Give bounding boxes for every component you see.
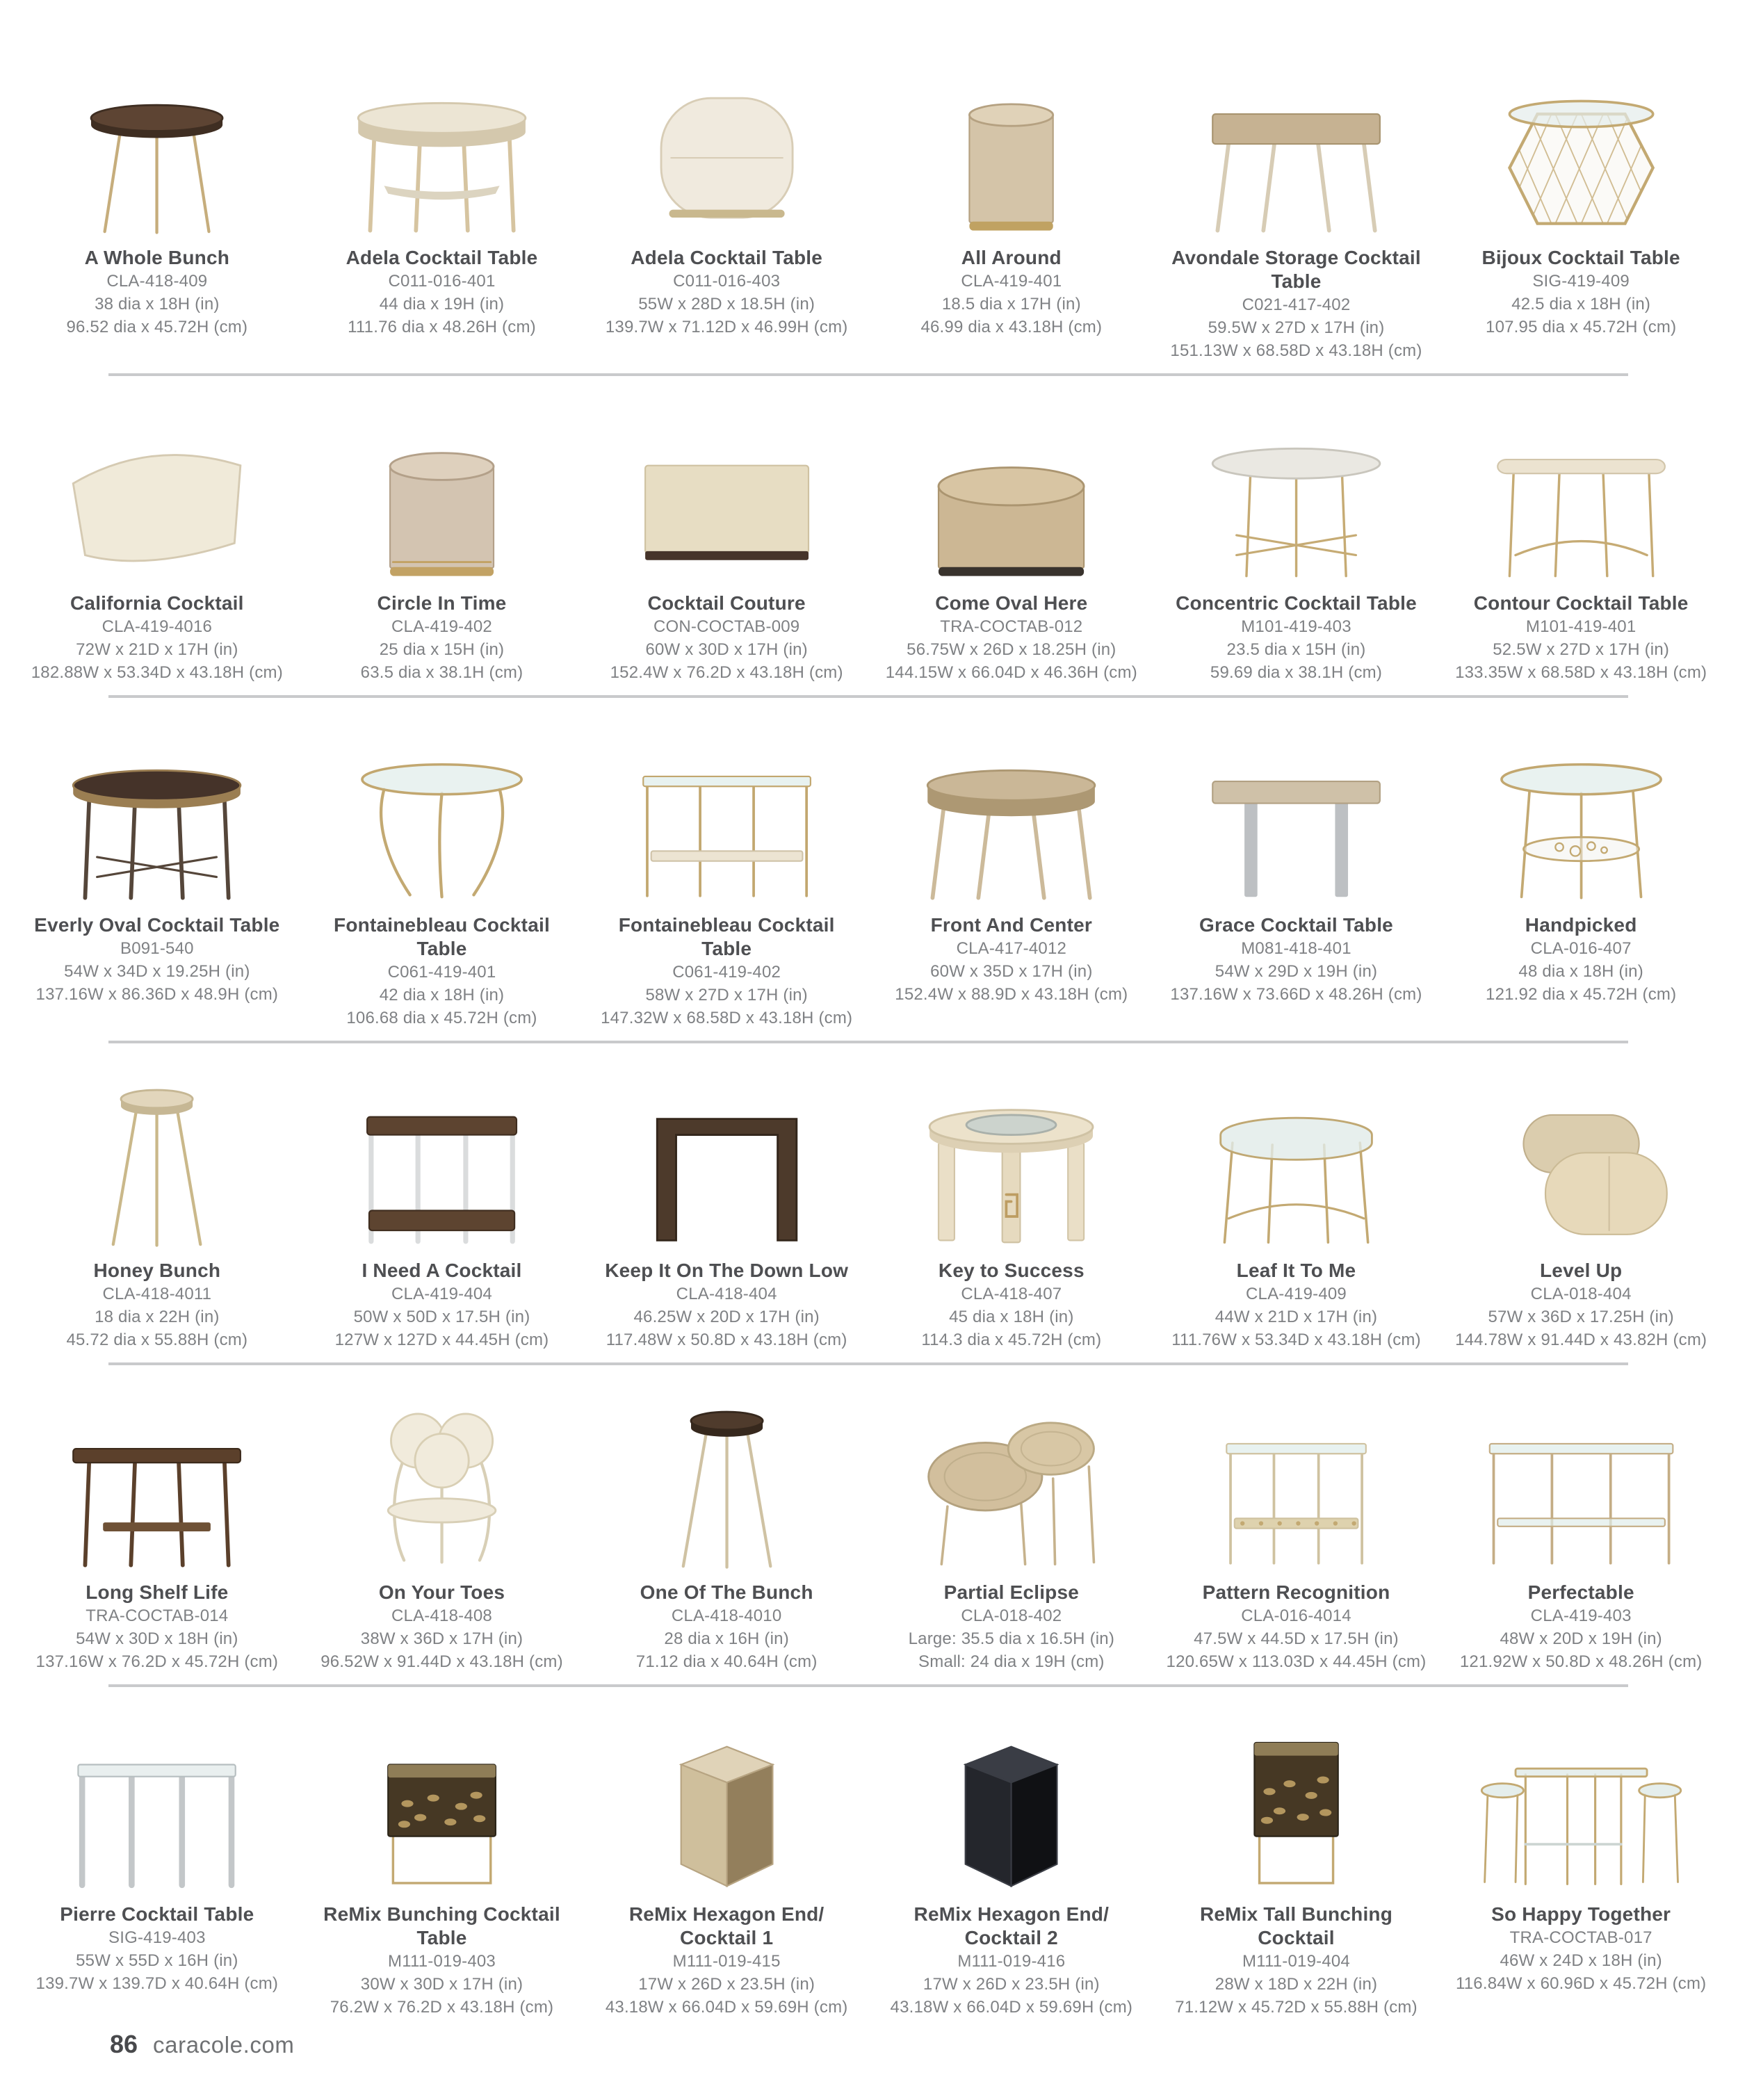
product-card (18, 1701, 296, 2019)
product-image (592, 44, 861, 241)
product-dimensions-inches: 18.5 dia x 17H (in) (941, 295, 1081, 314)
product-dimensions-cm: 152.4W x 88.9D x 43.18H (cm) (895, 985, 1128, 1004)
product-dimensions-cm: 96.52 dia x 45.72H (cm) (66, 318, 248, 336)
product-dimensions-inches: 55W x 28D x 18.5H (in) (638, 295, 815, 314)
product-card (872, 712, 1151, 1029)
product-sku: CLA-419-402 (391, 617, 492, 636)
product-illustration (1187, 724, 1406, 908)
product-card (1158, 1701, 1436, 2019)
product-sku: M111-019-403 (388, 1952, 496, 1971)
product-illustration (332, 1713, 551, 1897)
product-image (1446, 1379, 1716, 1575)
product-image (307, 1057, 577, 1253)
product-card (872, 44, 1151, 362)
product-illustration (47, 1391, 266, 1575)
product-card (1158, 712, 1436, 1029)
product-sku: CLA-018-402 (961, 1606, 1062, 1625)
product-image (22, 712, 292, 908)
product-sku: SIG-419-403 (108, 1928, 206, 1947)
product-dimensions-cm: 127W x 127D x 44.45H (cm) (334, 1330, 549, 1349)
product-dimensions-cm: 96.52W x 91.44D x 43.18H (cm) (320, 1652, 563, 1671)
product-name: Everly Oval Cocktail Table (34, 914, 280, 936)
product-name: ReMix Bunching Cocktail Table (323, 1903, 560, 1948)
product-image (1162, 44, 1431, 241)
product-dimensions-inches: 59.5W x 27D x 17H (in) (1208, 318, 1385, 337)
product-dimensions-inches: 46.25W x 20D x 17H (in) (633, 1308, 820, 1326)
product-name: Keep It On The Down Low (605, 1260, 849, 1281)
product-dimensions-cm: 121.92W x 50.8D x 48.26H (cm) (1459, 1652, 1703, 1671)
product-name: Honey Bunch (93, 1260, 221, 1281)
product-name: Concentric Cocktail Table (1176, 592, 1417, 614)
product-name: All Around (961, 247, 1062, 268)
product-name: ReMix Tall Bunching Cocktail (1199, 1903, 1393, 1948)
product-sku: TRA-COCTAB-014 (86, 1606, 229, 1625)
product-dimensions-cm: 139.7W x 139.7D x 40.64H (cm) (35, 1974, 279, 1993)
product-dimensions-cm: 182.88W x 53.34D x 43.18H (cm) (31, 663, 283, 682)
product-image (877, 1057, 1146, 1253)
product-dimensions-inches: 46W x 24D x 18H (in) (1500, 1951, 1662, 1970)
product-image (592, 1379, 861, 1575)
product-sku: CLA-419-404 (391, 1285, 492, 1303)
product-dimensions-cm: 116.84W x 60.96D x 45.72H (cm) (1455, 1974, 1707, 1993)
product-dimensions-cm: 137.16W x 73.66D x 48.26H (cm) (1170, 985, 1422, 1004)
product-name: Contour Cocktail Table (1473, 592, 1689, 614)
product-row (18, 1057, 1720, 1351)
product-dimensions-inches: 48 dia x 18H (in) (1518, 962, 1643, 981)
product-dimensions-cm: 144.15W x 66.04D x 46.36H (cm) (885, 663, 1137, 682)
product-dimensions-cm: 107.95 dia x 45.72H (cm) (1486, 318, 1677, 336)
product-name: Bijoux Cocktail Table (1481, 247, 1680, 268)
product-name: Partial Eclipse (943, 1581, 1080, 1603)
product-dimensions-cm: 106.68 dia x 45.72H (cm) (346, 1009, 537, 1027)
product-card (303, 44, 581, 362)
product-image (1446, 390, 1716, 586)
product-dimensions-cm: 133.35W x 68.58D x 43.18H (cm) (1455, 663, 1707, 682)
product-dimensions-inches: 18 dia x 22H (in) (95, 1308, 220, 1326)
product-card (18, 44, 296, 362)
product-dimensions-cm: 43.18W x 66.04D x 59.69H (cm) (605, 1998, 848, 2017)
product-name: Long Shelf Life (86, 1581, 229, 1603)
product-image (1446, 712, 1716, 908)
product-sku: M111-019-415 (672, 1952, 781, 1971)
product-dimensions-inches: Large: 35.5 dia x 16.5H (in) (908, 1629, 1115, 1648)
product-dimensions-inches: 54W x 34D x 19.25H (in) (64, 962, 250, 981)
row-divider (108, 373, 1628, 376)
product-sku: CLA-418-404 (676, 1285, 777, 1303)
product-name: Handpicked (1525, 914, 1637, 936)
product-dimensions-inches: 54W x 30D x 18H (in) (76, 1629, 238, 1648)
product-illustration (1187, 1391, 1406, 1575)
product-sku: CLA-419-401 (961, 272, 1062, 291)
product-name: So Happy Together (1491, 1903, 1671, 1925)
product-image (877, 1379, 1146, 1575)
product-dimensions-cm: 152.4W x 76.2D x 43.18H (cm) (610, 663, 843, 682)
product-image (1162, 712, 1431, 908)
product-name: Pierre Cocktail Table (60, 1903, 254, 1925)
product-card (587, 44, 866, 362)
product-image (592, 712, 861, 908)
row-divider (108, 1684, 1628, 1687)
product-dimensions-inches: 28 dia x 16H (in) (664, 1629, 789, 1648)
product-dimensions-inches: 52.5W x 27D x 17H (in) (1493, 640, 1670, 659)
product-sku: CLA-016-407 (1530, 939, 1632, 958)
product-name: Cocktail Couture (647, 592, 806, 614)
product-dimensions-inches: 54W x 29D x 19H (in) (1215, 962, 1378, 981)
product-illustration (617, 724, 836, 908)
product-image (592, 1057, 861, 1253)
site-url: caracole.com (153, 2032, 295, 2058)
product-dimensions-cm: 63.5 dia x 38.1H (cm) (360, 663, 523, 682)
product-card (872, 1379, 1151, 1673)
product-dimensions-inches: 60W x 30D x 17H (in) (645, 640, 808, 659)
product-dimensions-cm: 114.3 dia x 45.72H (cm) (921, 1330, 1102, 1349)
product-name: One Of The Bunch (640, 1581, 813, 1603)
product-sku: CLA-418-4010 (671, 1606, 782, 1625)
product-dimensions-inches: 58W x 27D x 17H (in) (645, 986, 808, 1004)
product-dimensions-cm: 43.18W x 66.04D x 59.69H (cm) (890, 1998, 1133, 2017)
product-sku: B091-540 (120, 939, 194, 958)
product-card (1442, 390, 1720, 684)
product-illustration (1187, 56, 1406, 241)
product-row (18, 390, 1720, 684)
product-dimensions-inches: 44W x 21D x 17H (in) (1215, 1308, 1378, 1326)
product-illustration (1187, 1713, 1406, 1897)
product-dimensions-cm: 151.13W x 68.58D x 43.18H (cm) (1170, 341, 1422, 360)
product-image (592, 1701, 861, 1897)
product-illustration (1472, 56, 1691, 241)
product-illustration (1472, 1069, 1691, 1253)
product-card (1158, 44, 1436, 362)
product-dimensions-inches: 38W x 36D x 17H (in) (360, 1629, 523, 1648)
product-sku: M101-419-401 (1525, 617, 1637, 636)
product-dimensions-cm: 121.92 dia x 45.72H (cm) (1486, 985, 1677, 1004)
product-name: I Need A Cocktail (362, 1260, 522, 1281)
product-card (303, 1701, 581, 2019)
product-dimensions-cm: 111.76 dia x 48.26H (cm) (348, 318, 536, 336)
product-dimensions-inches: 42 dia x 18H (in) (379, 986, 505, 1004)
product-sku: CLA-418-409 (106, 272, 208, 291)
product-name: A Whole Bunch (84, 247, 230, 268)
product-illustration (47, 724, 266, 908)
product-dimensions-cm: 45.72 dia x 55.88H (cm) (66, 1330, 248, 1349)
product-name: Perfectable (1527, 1581, 1634, 1603)
product-dimensions-inches: 72W x 21D x 17H (in) (76, 640, 238, 659)
product-name: Key to Success (938, 1260, 1085, 1281)
product-card (18, 1379, 296, 1673)
product-dimensions-cm: 111.76W x 53.34D x 43.18H (cm) (1171, 1330, 1421, 1349)
product-sku: C061-419-402 (672, 963, 781, 982)
product-dimensions-cm: Small: 24 dia x 19H (cm) (918, 1652, 1105, 1671)
product-name: ReMix Hexagon End/ Cocktail 1 (628, 1903, 825, 1948)
product-image (877, 390, 1146, 586)
product-dimensions-cm: 147.32W x 68.58D x 43.18H (cm) (601, 1009, 853, 1027)
product-dimensions-cm: 137.16W x 76.2D x 45.72H (cm) (35, 1652, 279, 1671)
product-illustration (617, 1391, 836, 1575)
product-image (877, 1701, 1146, 1897)
product-image (22, 44, 292, 241)
product-dimensions-cm: 137.16W x 86.36D x 48.9H (cm) (35, 985, 279, 1004)
product-illustration (332, 56, 551, 241)
product-card (587, 390, 866, 684)
product-card (18, 712, 296, 1029)
product-sku: M101-419-403 (1241, 617, 1351, 636)
product-dimensions-inches: 28W x 18D x 22H (in) (1215, 1975, 1378, 1994)
product-image (877, 712, 1146, 908)
product-sku: C061-419-401 (387, 963, 496, 982)
product-sku: TRA-COCTAB-012 (940, 617, 1083, 636)
product-card (587, 1701, 866, 2019)
product-dimensions-cm: 71.12W x 45.72D x 55.88H (cm) (1175, 1998, 1418, 2017)
product-card (303, 1379, 581, 1673)
product-image (307, 44, 577, 241)
product-illustration (902, 724, 1121, 908)
product-dimensions-inches: 48W x 20D x 19H (in) (1500, 1629, 1662, 1648)
product-card (872, 1701, 1151, 2019)
product-dimensions-inches: 47.5W x 44.5D x 17.5H (in) (1194, 1629, 1399, 1648)
product-sku: CLA-418-407 (961, 1285, 1062, 1303)
product-card (1442, 712, 1720, 1029)
product-image (1162, 390, 1431, 586)
product-dimensions-inches: 17W x 26D x 23.5H (in) (638, 1975, 815, 1994)
product-row (18, 1701, 1720, 2019)
product-dimensions-cm: 120.65W x 113.03D x 44.45H (cm) (1166, 1652, 1427, 1671)
product-dimensions-cm: 117.48W x 50.8D x 43.18H (cm) (606, 1330, 847, 1349)
product-sku: SIG-419-409 (1532, 272, 1630, 291)
product-image (307, 390, 577, 586)
product-dimensions-cm: 46.99 dia x 43.18H (cm) (920, 318, 1103, 336)
product-image (877, 44, 1146, 241)
product-dimensions-inches: 45 dia x 18H (in) (949, 1308, 1074, 1326)
product-dimensions-cm: 71.12 dia x 40.64H (cm) (635, 1652, 818, 1671)
product-card (1158, 390, 1436, 684)
product-dimensions-inches: 30W x 30D x 17H (in) (360, 1975, 523, 1994)
product-name: Fontainebleau Cocktail Table (334, 914, 550, 959)
product-dimensions-inches: 57W x 36D x 17.25H (in) (1488, 1308, 1674, 1326)
product-card (18, 1057, 296, 1351)
product-dimensions-inches: 60W x 35D x 17H (in) (930, 962, 1093, 981)
product-image (22, 1379, 292, 1575)
product-sku: CON-COCTAB-009 (653, 617, 800, 636)
product-dimensions-inches: 56.75W x 26D x 18.25H (in) (907, 640, 1116, 659)
product-illustration (1472, 1713, 1691, 1897)
product-sku: CLA-018-404 (1530, 1285, 1632, 1303)
product-card (18, 390, 296, 684)
product-sku: TRA-COCTAB-017 (1509, 1928, 1652, 1947)
product-sku: CLA-418-4011 (102, 1285, 212, 1303)
product-illustration (902, 1713, 1121, 1897)
row-divider (108, 1041, 1628, 1043)
product-card (1442, 1701, 1720, 2019)
product-card (587, 1057, 866, 1351)
page-footer (110, 2030, 1738, 2059)
product-image (1162, 1379, 1431, 1575)
product-name: Circle In Time (377, 592, 507, 614)
product-card (1442, 1057, 1720, 1351)
product-dimensions-inches: 50W x 50D x 17.5H (in) (353, 1308, 530, 1326)
product-sku: M081-418-401 (1241, 939, 1351, 958)
product-sku: M111-019-404 (1242, 1952, 1350, 1971)
product-image (1162, 1701, 1431, 1897)
product-name: Grace Cocktail Table (1199, 914, 1393, 936)
product-row (18, 712, 1720, 1029)
product-dimensions-cm: 59.69 dia x 38.1H (cm) (1210, 663, 1383, 682)
product-dimensions-inches: 23.5 dia x 15H (in) (1226, 640, 1366, 659)
product-dimensions-inches: 38 dia x 18H (in) (95, 295, 220, 314)
product-name: Avondale Storage Cocktail Table (1171, 247, 1421, 292)
page-number: 86 (110, 2030, 138, 2058)
product-illustration (47, 402, 266, 586)
product-illustration (617, 1713, 836, 1897)
product-sku: CLA-419-4016 (101, 617, 213, 636)
product-image (22, 390, 292, 586)
product-card (1158, 1057, 1436, 1351)
product-sku: CLA-419-409 (1246, 1285, 1347, 1303)
product-sku: CLA-419-403 (1530, 1606, 1632, 1625)
product-card (303, 712, 581, 1029)
product-image (1446, 1057, 1716, 1253)
product-illustration (332, 1069, 551, 1253)
product-illustration (47, 56, 266, 241)
product-image (22, 1701, 292, 1897)
product-illustration (617, 56, 836, 241)
product-sku: CLA-418-408 (391, 1606, 492, 1625)
product-dimensions-inches: 17W x 26D x 23.5H (in) (923, 1975, 1100, 1994)
product-row (18, 1379, 1720, 1673)
product-illustration (332, 1391, 551, 1575)
product-illustration (1187, 402, 1406, 586)
product-card (303, 1057, 581, 1351)
product-illustration (1472, 402, 1691, 586)
product-illustration (902, 56, 1121, 241)
product-image (1446, 44, 1716, 241)
product-image (307, 1701, 577, 1897)
product-dimensions-cm: 144.78W x 91.44D x 43.82H (cm) (1455, 1330, 1707, 1349)
product-row (18, 44, 1720, 362)
product-sku: CLA-016-4014 (1241, 1606, 1351, 1625)
product-card (872, 390, 1151, 684)
product-sku: C011-016-403 (673, 272, 781, 291)
product-illustration (1187, 1069, 1406, 1253)
product-name: Level Up (1540, 1260, 1623, 1281)
product-illustration (47, 1713, 266, 1897)
product-image (22, 1057, 292, 1253)
product-illustration (1472, 724, 1691, 908)
product-dimensions-cm: 139.7W x 71.12D x 46.99H (cm) (605, 318, 848, 336)
product-name: Fontainebleau Cocktail Table (618, 914, 835, 959)
product-illustration (902, 1069, 1121, 1253)
product-dimensions-inches: 25 dia x 15H (in) (379, 640, 505, 659)
row-divider (108, 695, 1628, 698)
row-divider (108, 1362, 1628, 1365)
product-name: Pattern Recognition (1202, 1581, 1390, 1603)
product-illustration (617, 1069, 836, 1253)
product-dimensions-inches: 55W x 55D x 16H (in) (76, 1951, 238, 1970)
product-name: California Cocktail (70, 592, 244, 614)
product-name: Leaf It To Me (1236, 1260, 1356, 1281)
product-illustration (47, 1069, 266, 1253)
product-image (1162, 1057, 1431, 1253)
product-name: ReMix Hexagon End/ Cocktail 2 (913, 1903, 1110, 1948)
product-name: On Your Toes (378, 1581, 505, 1603)
product-name: Front And Center (930, 914, 1092, 936)
product-illustration (902, 1391, 1121, 1575)
product-illustration (332, 724, 551, 908)
product-card (1442, 44, 1720, 362)
product-sku: CLA-417-4012 (956, 939, 1067, 958)
product-name: Adela Cocktail Table (346, 247, 538, 268)
product-sku: C021-417-402 (1242, 295, 1351, 314)
product-card (1158, 1379, 1436, 1673)
product-dimensions-cm: 76.2W x 76.2D x 43.18H (cm) (330, 1998, 554, 2017)
product-card (587, 712, 866, 1029)
product-card (587, 1379, 866, 1673)
product-sku: C011-016-401 (388, 272, 496, 291)
product-card (1442, 1379, 1720, 1673)
product-dimensions-inches: 42.5 dia x 18H (in) (1511, 295, 1651, 314)
product-illustration (617, 402, 836, 586)
product-card (303, 390, 581, 684)
product-illustration (332, 402, 551, 586)
product-card (872, 1057, 1151, 1351)
product-image (592, 390, 861, 586)
product-illustration (1472, 1391, 1691, 1575)
product-dimensions-inches: 44 dia x 19H (in) (379, 295, 505, 314)
product-image (307, 1379, 577, 1575)
product-image (1446, 1701, 1716, 1897)
product-name: Come Oval Here (935, 592, 1088, 614)
product-name: Adela Cocktail Table (631, 247, 823, 268)
product-image (307, 712, 577, 908)
product-sku: M111-019-416 (957, 1952, 1066, 1971)
product-illustration (902, 402, 1121, 586)
